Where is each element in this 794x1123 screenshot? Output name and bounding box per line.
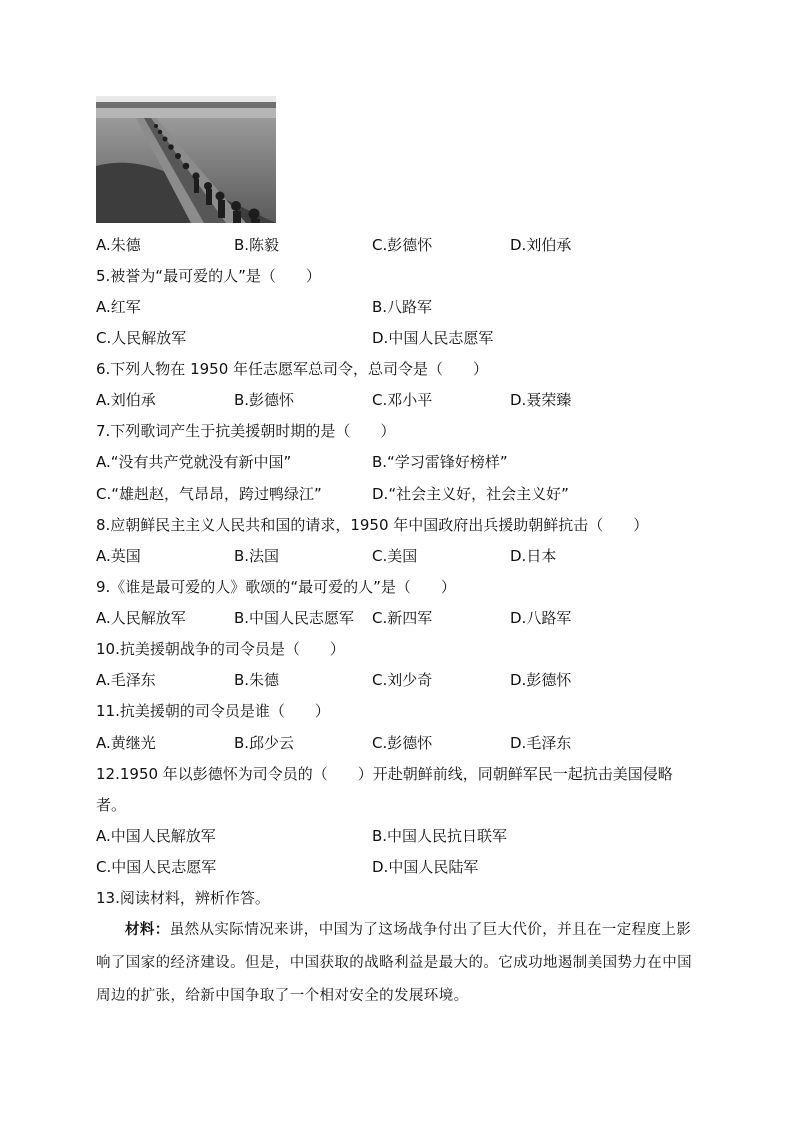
- soldiers-crossing-bridge-photo: [96, 96, 276, 223]
- q6-stem: 6.下列人物在 1950 年任志愿军总司令，总司令是（ ）: [96, 360, 489, 378]
- material-text: 虽然从实际情况来讲，中国为了这场战争付出了巨大代价，并且在一定程度上影响了国家的经济建设。但是，中国获取的战略利益是最大的。它成功地遏制美国势力在中国周边的扩张，给新中国争取了一个相对安全的发展环境。: [96, 922, 692, 1004]
- q6-option-c[interactable]: C.邓小平: [372, 391, 433, 409]
- q8-option-c[interactable]: C.美国: [372, 547, 418, 565]
- q7-option-d[interactable]: D.“社会主义好，社会主义好”: [372, 485, 569, 503]
- q7-option-b[interactable]: B.“学习雷锋好榜样”: [372, 453, 508, 471]
- historical-photo: [96, 96, 276, 223]
- q5-option-d[interactable]: D.中国人民志愿军: [372, 329, 494, 347]
- q10-option-d[interactable]: D.彭德怀: [510, 671, 572, 689]
- q8-option-b[interactable]: B.法国: [234, 547, 280, 565]
- q10-stem: 10.抗美援朝战争的司令员是（ ）: [96, 640, 345, 658]
- q11-option-d[interactable]: D.毛泽东: [510, 734, 572, 752]
- q6-option-a[interactable]: A.刘伯承: [96, 391, 156, 409]
- q7-stem: 7.下列歌词产生于抗美援朝时期的是（ ）: [96, 422, 396, 440]
- material-label: 材料：: [125, 921, 170, 938]
- q9-stem: 9.《谁是最可爱的人》歌颂的“最可爱的人”是（ ）: [96, 578, 456, 596]
- q10-option-c[interactable]: C.刘少奇: [372, 671, 433, 689]
- q12-option-b[interactable]: B.中国人民抗日联军: [372, 827, 508, 845]
- q9-option-a[interactable]: A.人民解放军: [96, 609, 186, 627]
- q12-option-a[interactable]: A.中国人民解放军: [96, 827, 216, 845]
- q9-option-c[interactable]: C.新四军: [372, 609, 433, 627]
- q12-stem-line1: 12.1950 年以彭德怀为司令员的（ ）开赴朝鲜前线，同朝鲜军民一起抗击美国侵略: [96, 765, 673, 783]
- q8-option-d[interactable]: D.日本: [510, 547, 557, 565]
- q6-option-d[interactable]: D.聂荣臻: [510, 391, 572, 409]
- q10-option-b[interactable]: B.朱德: [234, 671, 280, 689]
- q6-option-b[interactable]: B.彭德怀: [234, 391, 295, 409]
- q11-option-a[interactable]: A.黄继光: [96, 734, 156, 752]
- q11-option-c[interactable]: C.彭德怀: [372, 734, 433, 752]
- q8-stem: 8.应朝鲜民主主义人民共和国的请求，1950 年中国政府出兵援助朝鲜抗击（ ）: [96, 516, 649, 534]
- q7-option-c[interactable]: C.“雄赳赵，气昂昂，跨过鸭绿江”: [96, 485, 322, 503]
- q13-stem: 13.阅读材料，辨析作答。: [96, 889, 270, 907]
- q4-option-a[interactable]: A.朱德: [96, 236, 141, 254]
- q5-option-b[interactable]: B.八路军: [372, 298, 433, 316]
- q10-option-a[interactable]: A.毛泽东: [96, 671, 156, 689]
- q5-option-c[interactable]: C.人民解放军: [96, 329, 187, 347]
- q5-stem: 5.被誉为“最可爱的人”是（ ）: [96, 267, 321, 285]
- q4-option-d[interactable]: D.刘伯承: [510, 236, 572, 254]
- q4-option-b[interactable]: B.陈毅: [234, 236, 280, 254]
- q11-stem: 11.抗美援朝的司令员是谁（ ）: [96, 702, 330, 720]
- q8-option-a[interactable]: A.英国: [96, 547, 141, 565]
- q11-option-b[interactable]: B.邱少云: [234, 734, 295, 752]
- q4-option-c[interactable]: C.彭德怀: [372, 236, 433, 254]
- q12-stem-line2: 者。: [96, 796, 127, 814]
- q5-option-a[interactable]: A.红军: [96, 298, 141, 316]
- q7-option-a[interactable]: A.“没有共产党就没有新中国”: [96, 453, 292, 471]
- q12-option-c[interactable]: C.中国人民志愿军: [96, 858, 217, 876]
- q9-option-d[interactable]: D.八路军: [510, 609, 572, 627]
- q9-option-b[interactable]: B.中国人民志愿军: [234, 609, 355, 627]
- q13-material: [96, 913, 698, 1013]
- q12-option-d[interactable]: D.中国人民陆军: [372, 858, 479, 876]
